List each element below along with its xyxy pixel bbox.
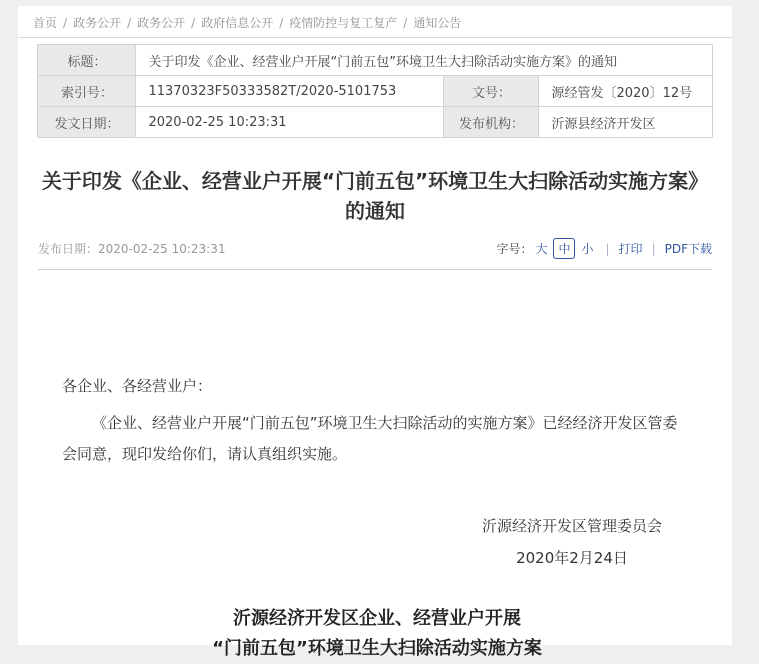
font-size-label: 字号： xyxy=(496,242,533,256)
signature-date: 2020年2月24日 xyxy=(516,549,628,567)
article-meta-bar xyxy=(38,238,712,270)
breadcrumb-separator: / xyxy=(127,16,132,30)
body-paragraph: 《企业、经营业户开展“门前五包”环境卫生大扫除活动的实施方案》已经经济开发区管委会同意，现印发给你们，请认真组织实施。 xyxy=(62,414,678,463)
index-number-value: 11370323F50333582T/2020-5101753 xyxy=(136,76,444,107)
table-row-index-docno xyxy=(38,76,712,107)
publish-date-label: 发布日期： xyxy=(38,242,99,256)
issue-date-value: 2020-02-25 10:23:31 xyxy=(136,107,444,138)
publish-date xyxy=(38,240,225,257)
print-button[interactable]: 打印 xyxy=(618,242,643,256)
table-row-date-agency xyxy=(38,107,712,138)
publish-date-value: 2020-02-25 10:23:31 xyxy=(98,242,226,256)
breadcrumb-item-notices[interactable]: 通知公告 xyxy=(413,16,462,30)
attachment-title xyxy=(62,604,692,664)
breadcrumb-separator: / xyxy=(279,16,284,30)
breadcrumb-item-zhengwu-1[interactable]: 政务公开 xyxy=(73,16,122,30)
article-tools xyxy=(496,238,712,259)
font-size-medium-button[interactable]: 中 xyxy=(553,238,575,259)
doc-number-label: 文号： xyxy=(444,76,539,107)
document-info-table xyxy=(37,44,712,138)
attachment-title-line1: 沂源经济开发区企业、经营业户开展 xyxy=(233,608,521,629)
breadcrumb-item-home[interactable]: 首页 xyxy=(33,16,58,30)
agency-value: 沂源县经济开发区 xyxy=(539,107,712,138)
breadcrumb-separator: / xyxy=(63,16,68,30)
font-size-small-button[interactable]: 小 xyxy=(581,242,594,256)
breadcrumb-separator: / xyxy=(191,16,196,30)
content-card xyxy=(18,6,732,659)
issue-date-label: 发文日期： xyxy=(38,107,136,138)
table-row-title xyxy=(38,45,712,76)
breadcrumb-item-zhengwu-2[interactable]: 政务公开 xyxy=(137,16,186,30)
breadcrumb xyxy=(18,6,732,38)
article-body xyxy=(18,270,732,664)
doc-number-value: 源经管发〔2020〕12号 xyxy=(539,76,712,107)
breadcrumb-separator: / xyxy=(403,16,408,30)
breadcrumb-item-info-disclosure[interactable]: 政府信息公开 xyxy=(201,16,274,30)
pdf-download-button[interactable]: PDF下载 xyxy=(664,242,712,256)
salutation: 各企业、各经营业户： xyxy=(62,377,213,395)
page-title: 关于印发《企业、经营业户开展“门前五包”环境卫生大扫除活动实施方案》的通知 xyxy=(41,169,709,223)
signature-block xyxy=(482,510,662,574)
agency-label: 发布机构： xyxy=(444,107,539,138)
divider: | xyxy=(651,241,656,256)
font-size-large-button[interactable]: 大 xyxy=(535,242,548,256)
signature-organization: 沂源经济开发区管理委员会 xyxy=(481,517,662,535)
breadcrumb-item-epidemic[interactable]: 疫情防控与复工复产 xyxy=(289,16,398,30)
title-value: 关于印发《企业、经营业户开展“门前五包”环境卫生大扫除活动实施方案》的通知 xyxy=(136,45,712,76)
title-label: 标题： xyxy=(38,45,136,76)
attachment-title-line2: “门前五包”环境卫生大扫除活动实施方案 xyxy=(212,638,542,659)
index-number-label: 索引号： xyxy=(38,76,136,107)
divider: | xyxy=(605,241,610,256)
